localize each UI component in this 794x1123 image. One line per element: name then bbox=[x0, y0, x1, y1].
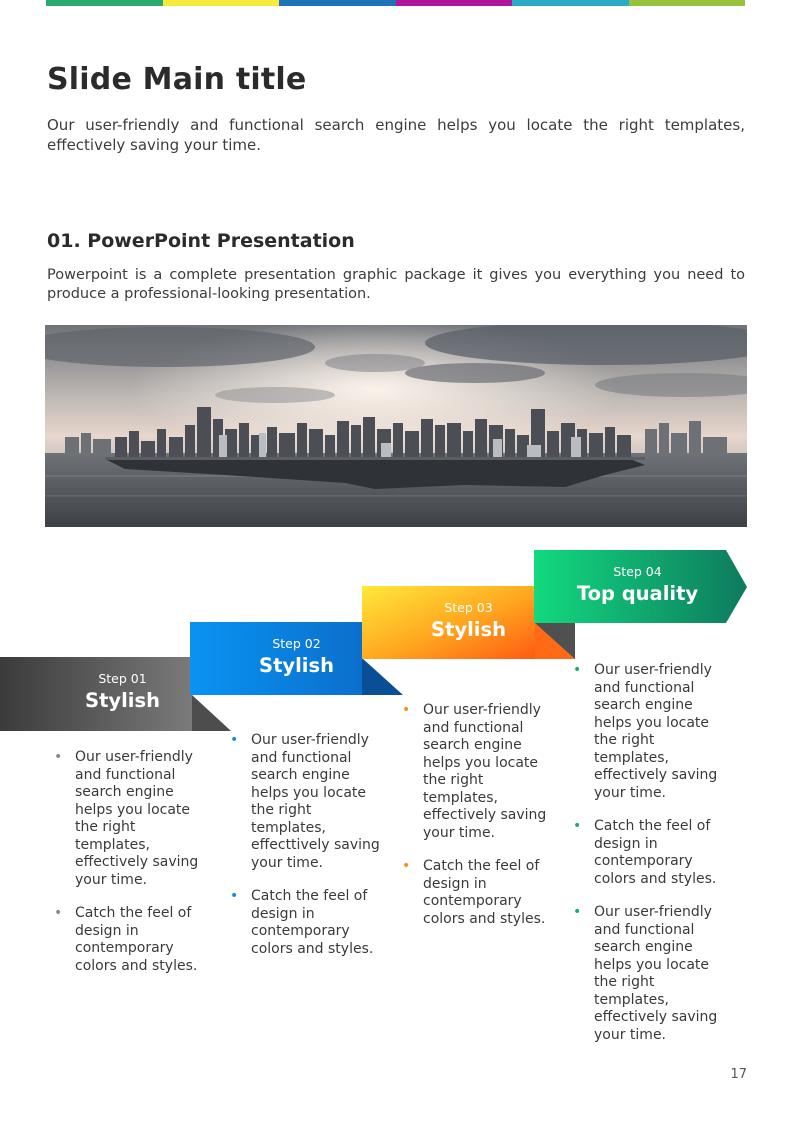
step-01-bullets bbox=[54, 749, 214, 991]
bullet-text: Our user-friendly and functional search engine helps you locate the right templates, effecttively saving your time. bbox=[251, 732, 380, 871]
bullet-dot-icon: • bbox=[54, 749, 63, 765]
list-item bbox=[230, 888, 390, 958]
step-04 bbox=[534, 550, 747, 623]
color-segment-1 bbox=[46, 0, 163, 6]
step-02-title: Stylish bbox=[259, 654, 334, 677]
list-item bbox=[573, 904, 733, 1044]
top-color-bar bbox=[46, 0, 745, 6]
step-01-label: Step 01 bbox=[98, 671, 147, 686]
step-04-title: Top quality bbox=[576, 582, 699, 605]
bullet-dot-icon: • bbox=[230, 732, 239, 748]
bullet-text: Catch the feel of design in contemporary colors and styles. bbox=[423, 858, 546, 927]
city-skyline-image bbox=[45, 325, 747, 527]
section-description: Powerpoint is a complete presentation graphic package it gives you everything you need to produce a professional-looking presentation. bbox=[47, 267, 745, 302]
bullet-text: Our user-friendly and functional search engine helps you locate the right templates, effectively saving your time. bbox=[75, 749, 199, 888]
list-item bbox=[573, 662, 733, 802]
bullet-text: Our user-friendly and functional search engine helps you locate the right templates, effectively saving your time. bbox=[423, 702, 547, 841]
step-04-label: Step 04 bbox=[613, 564, 662, 579]
list-item bbox=[54, 905, 214, 975]
list-item bbox=[402, 858, 562, 928]
bullet-text: Our user-friendly and functional search engine helps you locate the right templates, effectively saving your time. bbox=[594, 904, 718, 1043]
list-item bbox=[402, 702, 562, 842]
list-item bbox=[230, 732, 390, 872]
color-segment-2 bbox=[163, 0, 280, 6]
bullet-text: Catch the feel of design in contemporary colors and styles. bbox=[251, 888, 374, 957]
step-03-bullets bbox=[402, 702, 562, 944]
page-title: Slide Main title bbox=[47, 62, 307, 97]
page-subtitle: Our user-friendly and functional search engine helps you locate the right templates, effectively saving your time. bbox=[47, 116, 745, 154]
step-02-bullets bbox=[230, 732, 390, 974]
bullet-dot-icon: • bbox=[402, 702, 411, 718]
bullet-dot-icon: • bbox=[230, 888, 239, 904]
step-02-label: Step 02 bbox=[272, 636, 321, 651]
bullet-dot-icon: • bbox=[54, 905, 63, 921]
page-number: 17 bbox=[730, 1067, 747, 1082]
color-segment-5 bbox=[512, 0, 629, 6]
list-item bbox=[54, 749, 214, 889]
step-01-title: Stylish bbox=[85, 689, 160, 712]
color-segment-4 bbox=[396, 0, 513, 6]
bullet-dot-icon: • bbox=[573, 904, 582, 920]
color-segment-3 bbox=[279, 0, 396, 6]
bullet-text: Catch the feel of design in contemporary colors and styles. bbox=[75, 905, 198, 974]
color-segment-6 bbox=[629, 0, 746, 6]
list-item bbox=[573, 818, 733, 888]
step-04-bullets bbox=[573, 662, 733, 1060]
bullet-dot-icon: • bbox=[402, 858, 411, 874]
bullet-dot-icon: • bbox=[573, 662, 582, 678]
section-title: 01. PowerPoint Presentation bbox=[47, 230, 355, 252]
step-03-label: Step 03 bbox=[444, 600, 493, 615]
bullet-text: Our user-friendly and functional search engine helps you locate the right templates, effectively saving your time. bbox=[594, 662, 718, 801]
bullet-text: Catch the feel of design in contemporary colors and styles. bbox=[594, 818, 717, 887]
step-03-title: Stylish bbox=[431, 618, 506, 641]
bullet-dot-icon: • bbox=[573, 818, 582, 834]
